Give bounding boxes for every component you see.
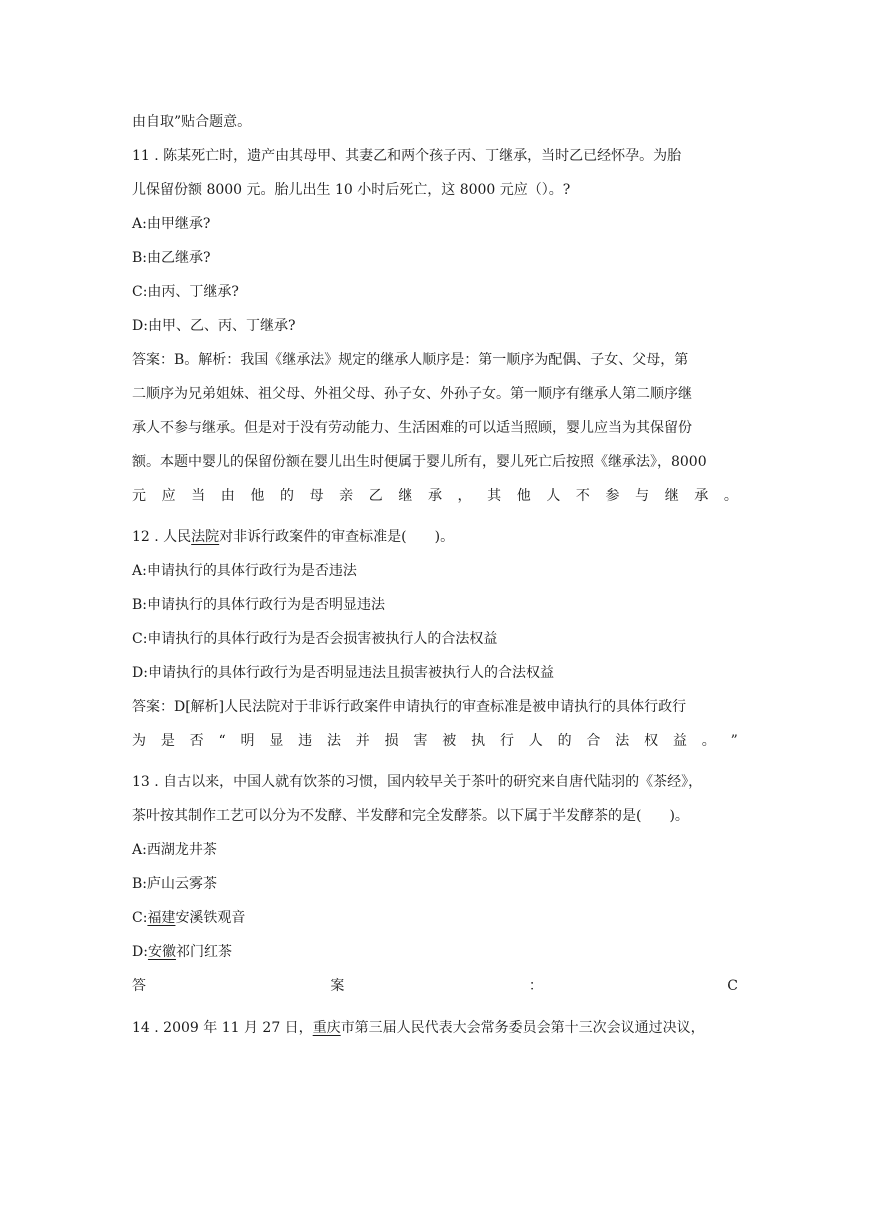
q12-char: 合	[586, 733, 601, 749]
q12-char: 害	[413, 733, 428, 749]
q14-stem	[132, 1018, 738, 1038]
q11-char: 承	[427, 488, 442, 504]
q11-char: 应	[161, 488, 176, 504]
q13-anhui-link[interactable]: 安徽	[147, 944, 176, 960]
q12-stem-prefix: 12 . 人民	[132, 529, 192, 545]
q14-stem-prefix: 14 . 2009 年 11 月 27 日，	[132, 1020, 313, 1036]
q12-char: 法	[615, 733, 630, 749]
q11-char: 与	[635, 488, 650, 504]
q12-char: 人	[528, 733, 543, 749]
q12-stem	[132, 527, 738, 547]
q12-char: 。	[701, 733, 716, 749]
q12-char: 被	[442, 733, 457, 749]
q13-answer-char: ：	[528, 978, 543, 994]
q12-char: 法	[326, 733, 341, 749]
q13-answer	[132, 976, 738, 996]
q11-char: 不	[575, 488, 590, 504]
q12-char: 并	[355, 733, 370, 749]
q13-answer-char: 答	[132, 978, 146, 994]
q11-char: 由	[220, 488, 235, 504]
q12-char: 是	[160, 733, 175, 749]
q13-option-c	[132, 908, 738, 928]
q12-option-a: A:申请执行的具体行政行为是否违法	[132, 563, 357, 579]
q11-option-a: A:由甲继承?	[132, 216, 211, 232]
q14-chongqing-link[interactable]: 重庆	[312, 1020, 341, 1036]
q11-char: 继	[398, 488, 413, 504]
q12-char: 明	[240, 733, 255, 749]
q11-char: 继	[664, 488, 679, 504]
q11-option-c: C:由丙、丁继承?	[132, 284, 239, 300]
q12-answer-line2	[132, 731, 738, 751]
q11-char: 参	[605, 488, 620, 504]
q13-option-d	[132, 942, 738, 962]
q12-answer-line1: 答案：D[解析]人民法院对于非诉行政案件申请执行的审查标准是被申请执行的具体行政行	[132, 699, 687, 715]
q12-char: 显	[269, 733, 284, 749]
q12-court-link[interactable]: 法院	[191, 529, 220, 545]
q11-answer-line1: 答案：B。解析：我国《继承法》规定的继承人顺序是：第一顺序为配偶、子女、父母，第	[132, 352, 689, 368]
q11-char: 当	[191, 488, 206, 504]
q12-char: 权	[644, 733, 659, 749]
q13-stem-line2: 茶叶按其制作工艺可以分为不发酵、半发酵和完全发酵茶。以下属于半发酵茶的是( )。	[132, 808, 689, 824]
q12-char: 为	[132, 733, 146, 749]
q12-char: ”	[730, 733, 738, 749]
q11-char: 。	[723, 488, 738, 504]
q13-fujian-link[interactable]: 福建	[147, 910, 176, 926]
q12-option-c: C:申请执行的具体行政行为是否会损害被执行人的合法权益	[132, 631, 498, 647]
q11-char: 人	[546, 488, 561, 504]
q13-option-d-suffix: 祁门红茶	[175, 944, 232, 960]
q11-stem-line2: 儿保留份额 8000 元。胎儿出生 10 小时后死亡，这 8000 元应（）。?	[132, 182, 571, 198]
q12-char: “	[218, 733, 226, 749]
q11-answer-line5	[132, 486, 738, 506]
q12-char: 违	[298, 733, 313, 749]
q11-char: 母	[309, 488, 324, 504]
q13-answer-char: 案	[330, 978, 345, 994]
q13-option-d-prefix: D:	[132, 944, 148, 960]
q11-char: 其	[487, 488, 502, 504]
q11-char: 元	[132, 488, 146, 504]
q12-char: 行	[499, 733, 514, 749]
intro-tail-text: 由自取”贴合题意。	[132, 114, 252, 130]
q13-stem-line1: 13 . 自古以来，中国人就有饮茶的习惯，国内较早关于茶叶的研究来自唐代陆羽的《茶经》，	[132, 774, 703, 790]
q13-option-c-prefix: C:	[132, 910, 148, 926]
q11-char: 乙	[368, 488, 383, 504]
q12-option-b: B:申请执行的具体行政行为是否明显违法	[132, 597, 386, 613]
q12-char: 执	[471, 733, 486, 749]
q11-option-d: D:由甲、乙、丙、丁继承?	[132, 318, 296, 334]
q14-stem-suffix: 市第三届人民代表大会常务委员会第十三次会议通过决议，	[340, 1020, 705, 1036]
q12-char: 益	[672, 733, 687, 749]
q11-char: 他	[250, 488, 265, 504]
q11-char: 他	[516, 488, 531, 504]
q11-option-b: B:由乙继承?	[132, 250, 211, 266]
q12-char: 损	[384, 733, 399, 749]
q12-char: 否	[189, 733, 204, 749]
q13-answer-char: C	[727, 978, 738, 994]
q11-char: 承	[694, 488, 709, 504]
q12-stem-suffix: 对非诉行政案件的审查标准是( )。	[219, 529, 455, 545]
q11-answer-line3: 承人不参与继承。但是对于没有劳动能力、生活困难的可以适当照顾，婴儿应当为其保留份	[132, 420, 692, 436]
q11-answer-line2: 二顺序为兄弟姐妹、祖父母、外祖父母、孙子女、外孙子女。第一顺序有继承人第二顺序继	[132, 386, 692, 402]
q11-answer-line4: 额。本题中婴儿的保留份额在婴儿出生时便属于婴儿所有，婴儿死亡后按照《继承法》，8000	[132, 454, 707, 470]
q13-option-b: B:庐山云雾茶	[132, 876, 218, 892]
q12-option-d: D:申请执行的具体行政行为是否明显违法且损害被执行人的合法权益	[132, 665, 554, 681]
q11-char: 的	[279, 488, 294, 504]
q13-option-a: A:西湖龙井茶	[132, 842, 217, 858]
q11-char: 亲	[339, 488, 354, 504]
q11-char: ，	[457, 488, 472, 504]
q11-stem-line1: 11 . 陈某死亡时，遗产由其母甲、其妻乙和两个孩子丙、丁继承，当时乙已经怀孕。为胎	[132, 148, 682, 164]
q13-option-c-suffix: 安溪铁观音	[175, 910, 246, 926]
q12-char: 的	[557, 733, 572, 749]
